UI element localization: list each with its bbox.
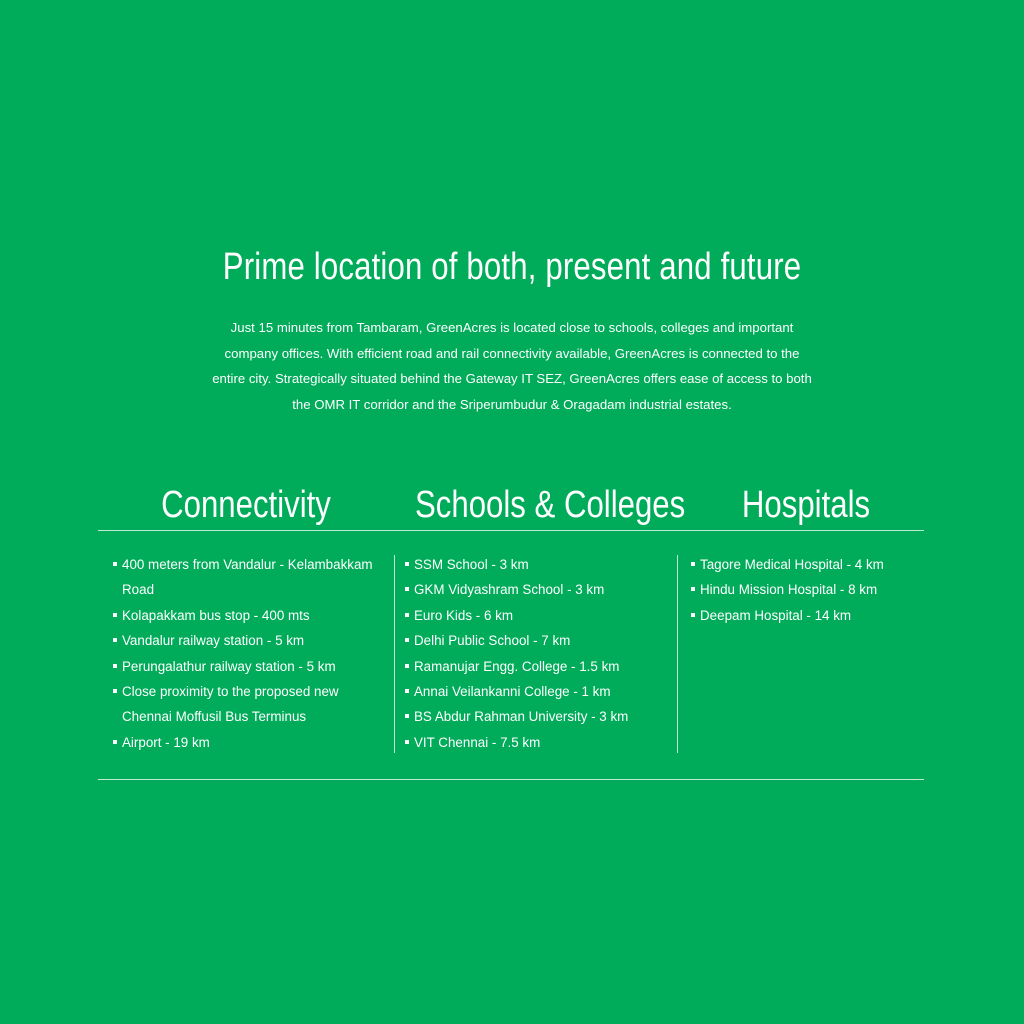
list-item: SSM School - 3 km (404, 552, 674, 577)
connectivity-list (112, 552, 387, 755)
column-divider-1 (394, 555, 395, 753)
list-item: Ramanujar Engg. College - 1.5 km (404, 654, 674, 679)
list-item: Airport - 19 km (112, 730, 387, 755)
column-divider-2 (677, 555, 678, 753)
top-divider (98, 530, 924, 531)
page-title: Prime location of both, present and future (222, 246, 802, 288)
list-item: Delhi Public School - 7 km (404, 628, 674, 653)
list-item: Perungalathur railway station - 5 km (112, 654, 387, 679)
list-item: Euro Kids - 6 km (404, 603, 674, 628)
list-item: Hindu Mission Hospital - 8 km (690, 577, 1020, 602)
hospitals-list (690, 552, 1020, 628)
connectivity-heading: Connectivity (161, 484, 331, 526)
list-item: BS Abdur Rahman University - 3 km (404, 704, 674, 729)
list-item: VIT Chennai - 7.5 km (404, 730, 674, 755)
bottom-divider (98, 779, 924, 780)
list-item: Annai Veilankanni College - 1 km (404, 679, 674, 704)
hospitals-heading: Hospitals (741, 484, 871, 526)
schools-colleges-heading: Schools & Colleges (415, 484, 686, 526)
list-item: 400 meters from Vandalur - Kelambakkam Road (112, 552, 387, 603)
schools-colleges-list (404, 552, 674, 755)
list-item: Vandalur railway station - 5 km (112, 628, 387, 653)
list-item: Close proximity to the proposed new Chennai Moffusil Bus Terminus (112, 679, 387, 730)
list-item: Kolapakkam bus stop - 400 mts (112, 603, 387, 628)
list-item: Tagore Medical Hospital - 4 km (690, 552, 1020, 577)
intro-paragraph: Just 15 minutes from Tambaram, GreenAcres is located close to schools, colleges and important company offices. With efficient road and rail connectivity available, GreenAcres is connected to the entire city. Strategically situated behind the Gateway IT SEZ, GreenAcres offers ease of access to both the OMR IT corridor and the Sriperumbudur & Oragadam industrial estates. (212, 320, 812, 412)
list-item: GKM Vidyashram School - 3 km (404, 577, 674, 602)
list-item: Deepam Hospital - 14 km (690, 603, 1020, 628)
